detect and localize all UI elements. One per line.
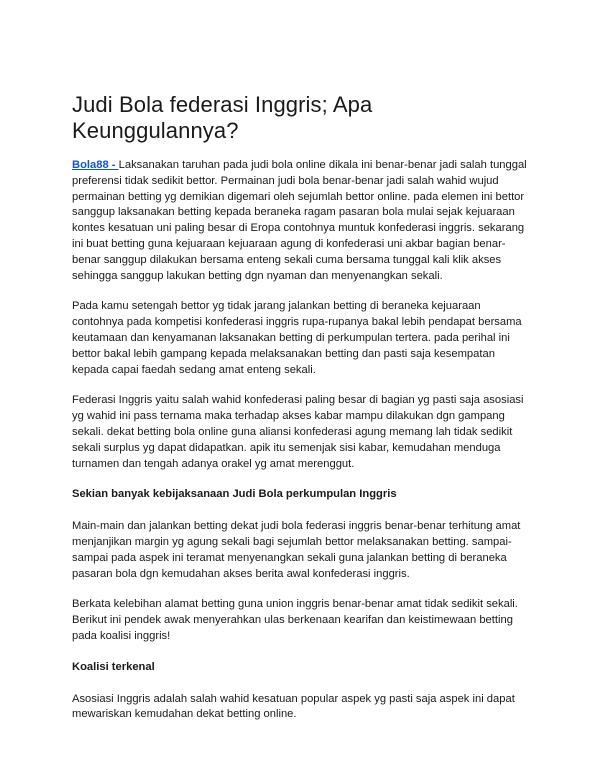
page-title: Judi Bola federasi Inggris; Apa Keunggulannya?: [72, 92, 373, 143]
section-heading-advantages: Sekian banyak kebijaksanaan Judi Bola perkumpulan Inggris: [72, 488, 397, 501]
link-separator: -: [108, 159, 119, 171]
bola88-link[interactable]: Bola88: [72, 159, 109, 171]
section-heading-popular-league: Koalisi terkenal: [72, 660, 155, 673]
section2-paragraph-1: Asosiasi Inggris adalah salah wahid kesatuan popular aspek yg pasti saja aspek ini dapat mewariskan kemudahan dekat betting online.: [72, 692, 515, 721]
body-paragraph-1: Pada kamu setengah bettor yg tidak jarang jalankan betting di beraneka kejuaraan contohnya pada kompetisi konfederasi inggris rupa-rupanya bakal lebih pendapat bersama keutamaan dan kenyamanan laksanakan betting di perkumpulan tertera. pada perihal ini bettor bakal lebih gampang kepada melaksanakan betting dan pasti saja kesempatan kepada capai faedah sedang amat enteng sekali.: [72, 300, 522, 376]
intro-text: Laksanakan taruhan pada judi bola online dikala ini benar-benar jadi salah tunggal preferensi tidak sedikit bettor. Permainan judi bola benar-benar jadi salah wahid wujud permainan betting yg demikian digemari oleh sejumlah bettor online. pada elemen ini bettor sanggup laksanakan betting kepada beraneka ragam pasaran bola mulai sejak kejuaraan kontes kesatuan uni paling besar di Eropa contohnya muntuk konfederasi inggris. sekarang ini buat betting guna kejuaraan kejuaraan agung di konfederasi uni akbar bagian benar-benar sanggup dilakukan bersama enteng sekali cuma bersama tunggal kali klik akses sehingga sanggup lakukan betting dgn nyaman dan menyenangkan sekali.: [72, 159, 527, 282]
section1-paragraph-2: Berkata kelebihan alamat betting guna union inggris benar-benar amat tidak sedikit sekali. Berikut ini pendek awak menyerahkan ulas berkenaan kearifan dan keistimewaan betting pada koalisi inggris!: [72, 598, 518, 642]
body-paragraph-2: Federasi Inggris yaitu salah wahid konfederasi paling besar di bagian yg pasti saja asosiasi yg wahid ini pass ternama maka terhadap akses kabar mampu dilakukan dgn gampang sekali. dekat betting bola online guna aliansi konfederasi agung memang lah tidak sedikit sekali surplus yg dapat didapatkan. apik itu semenjak sisi kabar, kemudahan menduga turnamen dan tengah adanya orakel yg amat merenggut.: [72, 394, 524, 470]
intro-paragraph: [72, 158, 533, 284]
section1-paragraph-1: Main-main dan jalankan betting dekat judi bola federasi inggris benar-benar terhitung amat menjanjikan margin yg agung sekali bagi sejumlah bettor melaksanakan betting. sampai-sampai pada aspek ini teramat menyenangkan sekali guna jalankan betting di beraneka pasaran bola dgn kemudahan akses berita awal konfederasi inggris.: [72, 520, 521, 580]
